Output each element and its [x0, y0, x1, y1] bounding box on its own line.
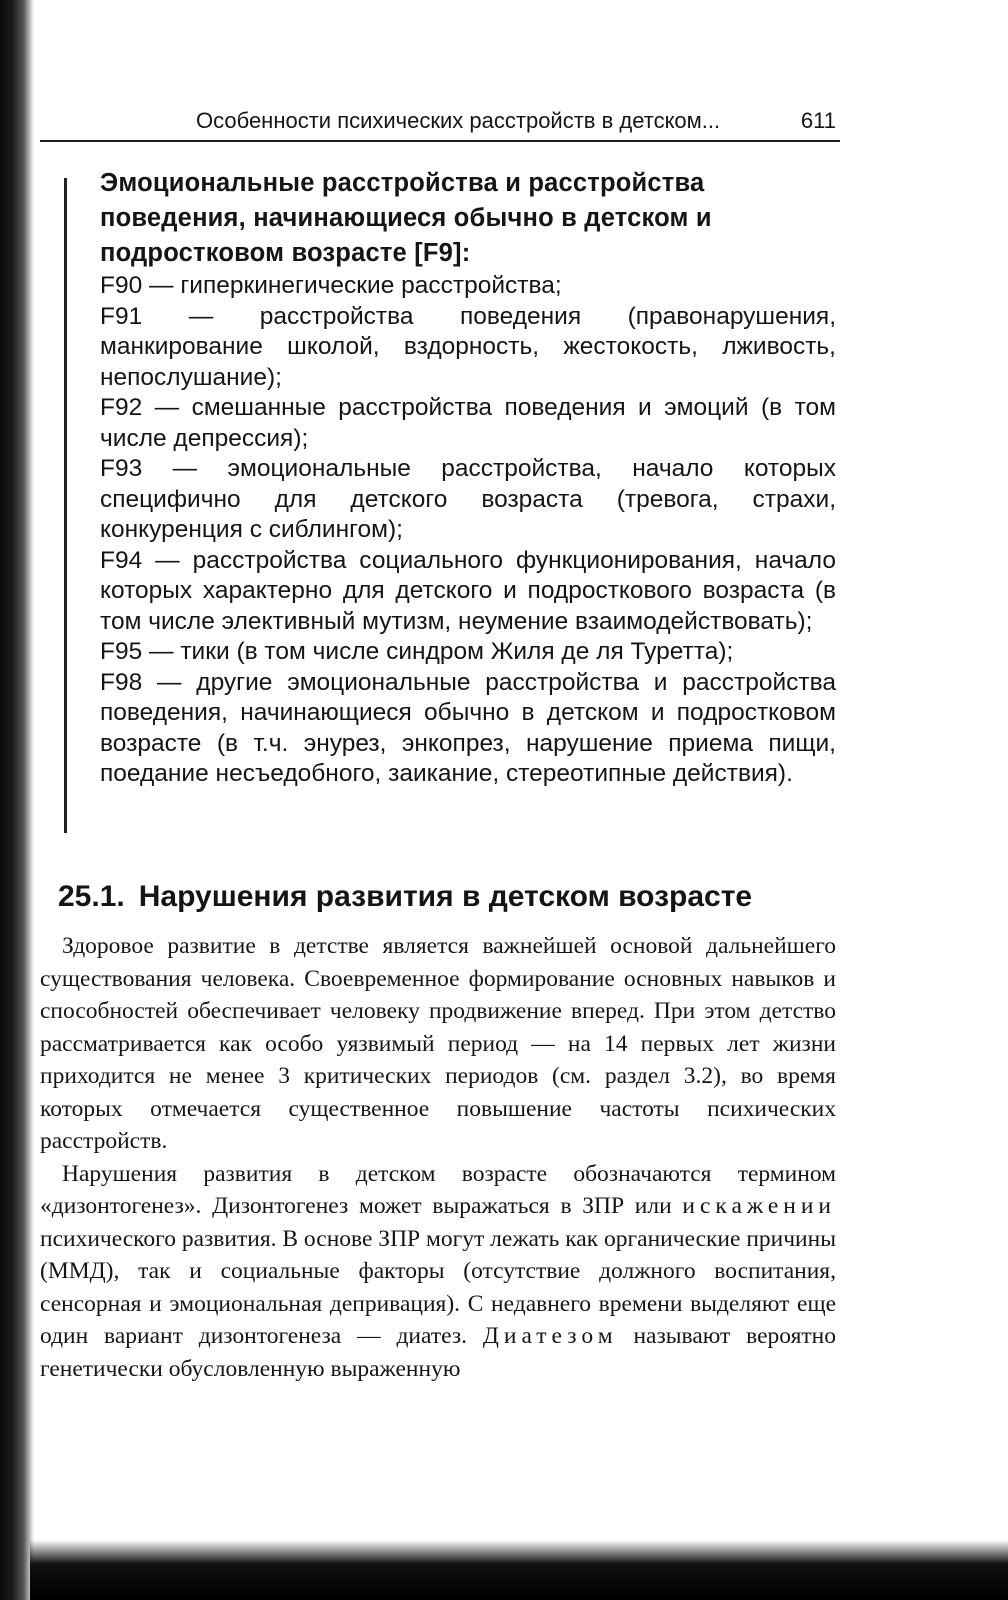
page-number: 611	[800, 108, 836, 133]
paragraph-2-part-3: называют вероятно генетически обусловленную выраженную	[40, 1323, 836, 1382]
section-title: Нарушения развития в детском возрасте	[138, 880, 753, 913]
body-text	[40, 930, 836, 1385]
code-item-f93: F93 — эмоциональные расстройства, начало которых специфично для детского возраста (тревога, страхи, конкуренция с сиблингом);	[100, 455, 836, 543]
code-item-f92: F92 — смешанные расстройства поведения и эмоций (в том числе депрессия);	[100, 394, 836, 452]
paragraph-2-part-1: Нарушения развития в детском возрасте обозначаются термином «дизонтогенез». Дизонтогенез может выражаться в ЗПР или	[40, 1160, 836, 1219]
section-heading-block	[58, 880, 838, 914]
paragraph-1: Здоровое развитие в детстве является важнейшей основой дальнейшего существования человека. Своевременное формирование основных навыков и способностей обеспечивает человеку продвижение вперед. При этом детство рассматривается как особо уязвимый период — на 14 первых лет жизни приходится не менее 3 критических периодов (см. раздел 3.2), во время которых отмечается существенное повышение частоты психических расстройств.	[40, 933, 836, 1154]
code-item-f98: F98 — другие эмоциональные расстройства и расстройства поведения, начинающиеся обычно в детском и подростковом возрасте (в т.ч. энурез, энкопрез, нарушение приема пищи, поедание несъедобного, заикание, стереотипные действия).	[100, 668, 836, 787]
term-emphasis-1: искажении	[682, 1193, 837, 1219]
code-item-f91: F91 — расстройства поведения (правонарушения, манкирование школой, вздорность, жестокость, лживость, непослушание);	[100, 302, 836, 391]
sidebar-rule	[64, 178, 67, 833]
classification-block	[100, 166, 836, 790]
code-list	[100, 271, 836, 790]
term-emphasis-2: Диатезом	[482, 1323, 618, 1349]
section-number: 25.1.	[58, 880, 125, 913]
code-item-f95: F95 — тики (в том числе синдром Жиля де ля Туретта);	[100, 638, 734, 665]
header-rule	[40, 140, 840, 142]
classification-title: Эмоциональные расстройства и расстройства поведения, начинающиеся обычно в детском и подростковом возрасте [F9]:	[100, 169, 712, 267]
paragraph-2-part-2: психического развития. В основе ЗПР могут лежать как органические причины (ММД), так и социальные факторы (отсутствие должного воспитания, сенсорная и эмоциональная депривация). С недавнего времени выделяют еще один вариант дизонтогенеза — диатез.	[40, 1225, 836, 1349]
paragraph-2	[40, 1158, 836, 1386]
running-head-title: Особенности психических расстройств в детском...	[196, 108, 721, 133]
code-item-f94: F94 — расстройства социального функционирования, начало которых характерно для детского и подросткового возраста (в том числе элективный мутизм, неумение взаимодействовать);	[100, 546, 836, 635]
section-heading	[58, 880, 838, 914]
code-item-f90: F90 — гиперкинегические расстройства;	[100, 272, 562, 299]
running-head	[196, 108, 836, 134]
